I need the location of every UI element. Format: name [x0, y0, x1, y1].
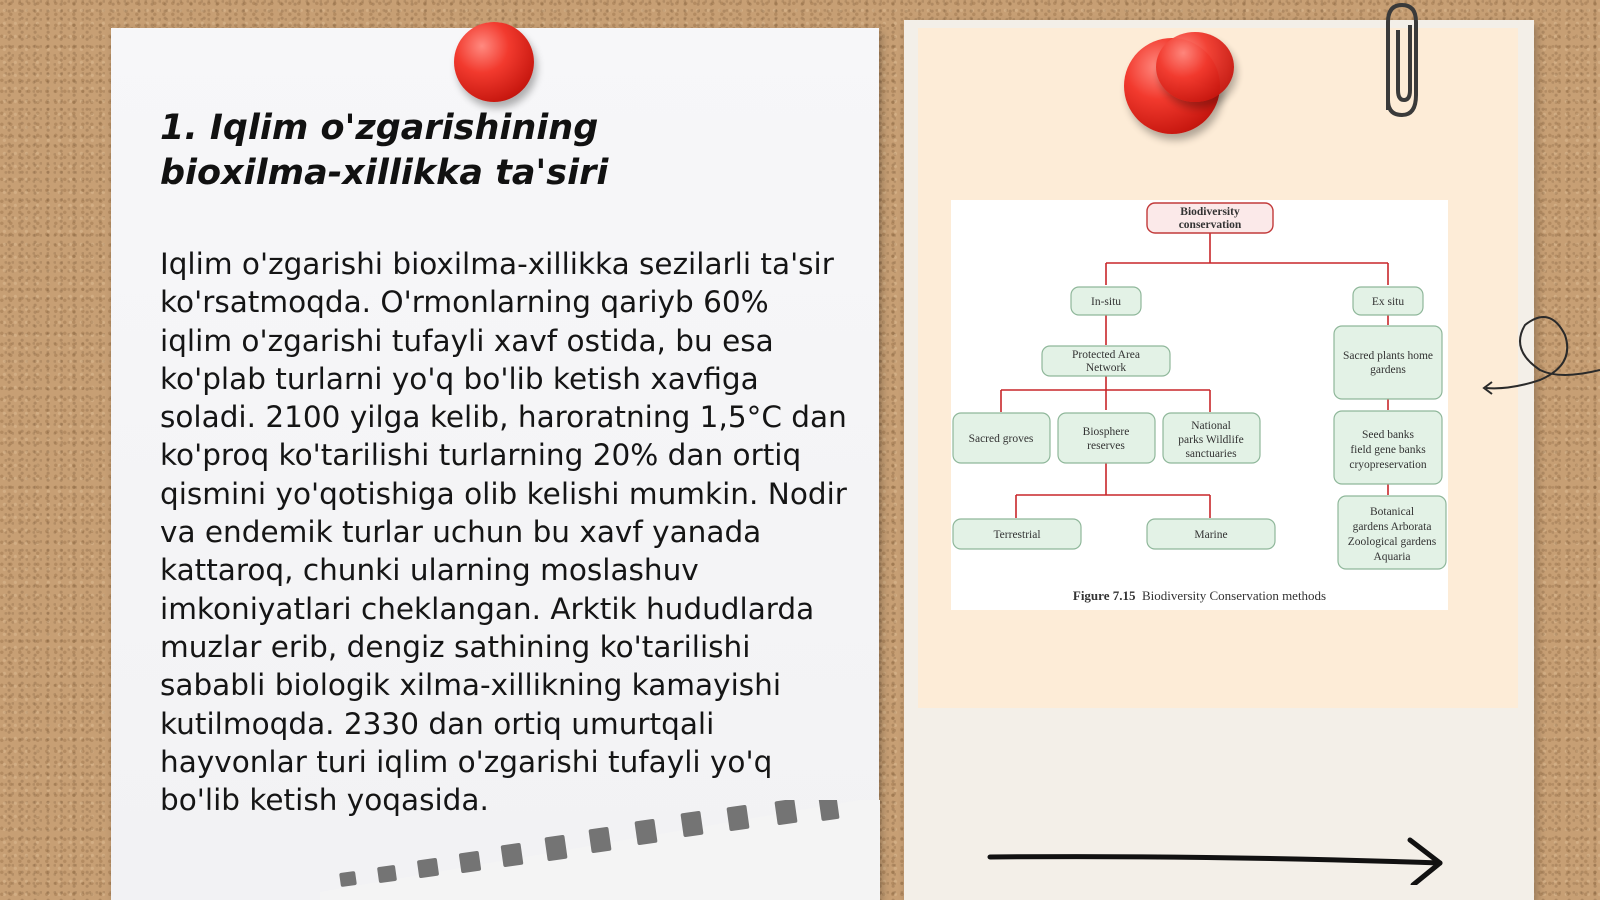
- svg-text:parks Wildlife: parks Wildlife: [1178, 434, 1244, 446]
- svg-text:Network: Network: [1085, 362, 1127, 374]
- node-marine: [1147, 519, 1275, 549]
- paperclip-icon: [1370, 0, 1430, 125]
- svg-text:Terrestrial: Terrestrial: [993, 529, 1041, 541]
- curly-arrow-decoration: [1480, 310, 1600, 410]
- node-national-parks: [1163, 413, 1260, 463]
- svg-text:conservation: conservation: [1178, 219, 1242, 231]
- node-sacred-groves: [953, 413, 1050, 463]
- node-seed-banks: [1334, 411, 1442, 484]
- svg-text:reserves: reserves: [1087, 440, 1125, 452]
- svg-text:Seed banks: Seed banks: [1361, 429, 1415, 441]
- red-pushpin-icon: [454, 22, 534, 102]
- svg-text:cryopreservation: cryopreservation: [1349, 459, 1427, 471]
- conservation-flowchart: [951, 200, 1448, 600]
- node-botanical-gardens: [1338, 496, 1446, 569]
- svg-text:Biodiversity: Biodiversity: [1180, 206, 1240, 218]
- svg-text:field gene banks: field gene banks: [1350, 444, 1426, 456]
- node-protected-area: [1042, 346, 1170, 376]
- slide-heading: 1. Iqlim o'zgarishining bioxilma-xillikka ta'siri: [160, 108, 609, 193]
- node-sacred-plants: [1334, 326, 1442, 399]
- svg-text:Zoological gardens: Zoological gardens: [1347, 536, 1437, 548]
- svg-text:Sacred plants home: Sacred plants home: [1342, 350, 1434, 362]
- node-root: [1147, 203, 1273, 233]
- figure-caption-label: Figure 7.15: [1072, 588, 1136, 603]
- slide-paragraph: Iqlim o'zgarishi bioxilma-xillikka sezilarli ta'sir ko'rsatmoqda. O'rmonlarning qariyb 60% iqlim o'zgarishi tufayli xavf ostida, bu esa ko'plab turlarni yo'q bo'lib ketish xavfiga soladi. 2100 yilga kelib, haroratning 1,5°C dan ko'proq ko'tarilishi turlarning 20% dan ortiq qismini yo'qotishiga olib kelishi mumkin. Nodir va endemik turlar uchun bu xavf yanada kattaroq, chunki ularning moslashuv imkoniyatlari cheklangan. Arktik hududlarda muzlar erib, dengiz sathining ko'tarilishi sababli biologik xilma-xillikning kamayishi kutilmoqda. 2330 dan ortiq umurtqali hayvonlar turi iqlim o'zgarishi tufayli yo'q bo'lib ketish yoqasida.: [160, 247, 847, 818]
- svg-text:sanctuaries: sanctuaries: [1185, 448, 1237, 460]
- figure-caption-text: Biodiversity Conservation methods: [1141, 588, 1327, 603]
- node-biosphere-reserves: [1058, 413, 1155, 463]
- node-terrestrial: [953, 519, 1081, 549]
- red-pushpin-icon: [1156, 32, 1234, 102]
- svg-text:National: National: [1191, 420, 1231, 432]
- svg-text:Protected Area: Protected Area: [1071, 349, 1141, 361]
- node-in-situ: [1071, 287, 1141, 315]
- svg-text:gardens Arborata: gardens Arborata: [1352, 521, 1432, 533]
- svg-text:Biosphere: Biosphere: [1082, 426, 1130, 438]
- svg-text:Botanical: Botanical: [1369, 506, 1415, 518]
- svg-text:Ex situ: Ex situ: [1371, 296, 1405, 308]
- svg-text:Marine: Marine: [1194, 529, 1228, 541]
- right-arrow-icon: [985, 835, 1445, 885]
- svg-text:Sacred groves: Sacred groves: [968, 433, 1034, 445]
- node-ex-situ: [1353, 287, 1423, 315]
- svg-text:Aquaria: Aquaria: [1373, 551, 1411, 563]
- svg-text:In-situ: In-situ: [1090, 296, 1122, 308]
- svg-text:gardens: gardens: [1370, 364, 1406, 376]
- figure-caption: [951, 588, 1448, 604]
